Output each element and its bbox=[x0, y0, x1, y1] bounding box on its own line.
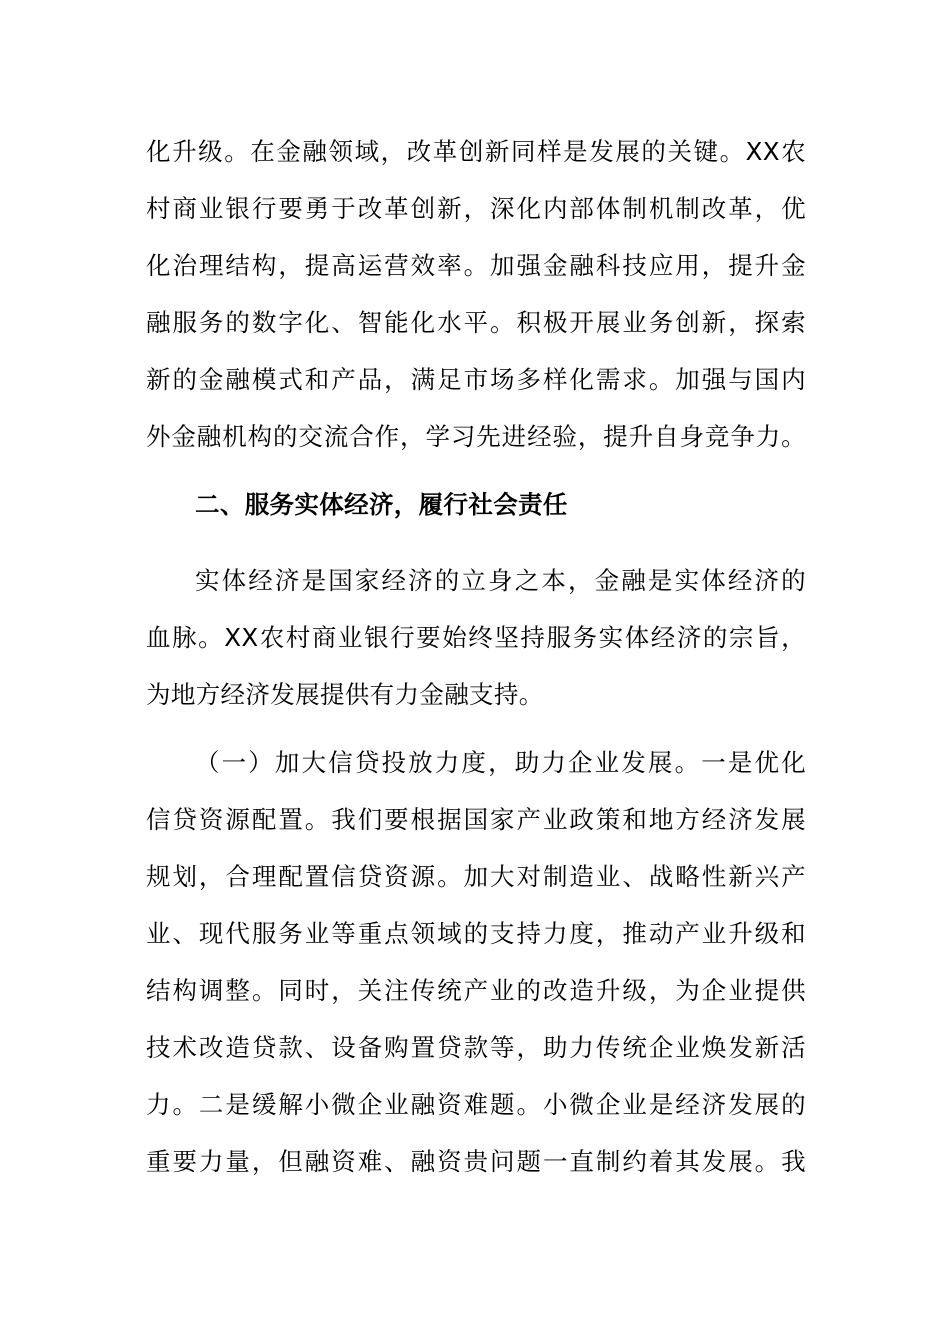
body-text-line: 技术改造贷款、设备购置贷款等，助力传统企业焕发新活 bbox=[146, 1033, 806, 1062]
body-text-line: 结构调整。同时，关注传统产业的改造升级，为企业提供 bbox=[146, 976, 806, 1005]
body-text-line: 村商业银行要勇于改革创新，深化内部体制机制改革，优 bbox=[146, 194, 806, 223]
body-text-line: 重要力量，但融资难、融资贵问题一直制约着其发展。我 bbox=[146, 1147, 806, 1176]
body-text-line: 信贷资源配置。我们要根据国家产业政策和地方经济发展 bbox=[146, 805, 806, 834]
body-text-line: 融服务的数字化、智能化水平。积极开展业务创新，探索 bbox=[146, 308, 806, 337]
body-text-line: 为地方经济发展提供有力金融支持。 bbox=[146, 680, 544, 709]
body-text-line: 力。二是缓解小微企业融资难题。小微企业是经济发展的 bbox=[146, 1090, 806, 1119]
body-text-line: （一）加大信贷投放力度，助力企业发展。一是优化 bbox=[195, 748, 806, 777]
section-heading: 二、服务实体经济，履行社会责任 bbox=[195, 490, 568, 519]
body-text-line: 业、现代服务业等重点领域的支持力度，推动产业升级和 bbox=[146, 919, 806, 948]
body-text-line: 外金融机构的交流合作，学习先进经验，提升自身竞争力。 bbox=[146, 422, 806, 451]
body-text-line: 化治理结构，提高运营效率。加强金融科技应用，提升金 bbox=[146, 251, 806, 280]
body-text-line: 血脉。XX农村商业银行要始终坚持服务实体经济的宗旨， bbox=[146, 623, 806, 652]
body-text-line: 化升级。在金融领域，改革创新同样是发展的关键。XX农 bbox=[146, 137, 806, 166]
body-text-line: 规划，合理配置信贷资源。加大对制造业、战略性新兴产 bbox=[146, 862, 806, 891]
body-text-line: 实体经济是国家经济的立身之本，金融是实体经济的 bbox=[195, 566, 806, 595]
body-text-line: 新的金融模式和产品，满足市场多样化需求。加强与国内 bbox=[146, 365, 806, 394]
